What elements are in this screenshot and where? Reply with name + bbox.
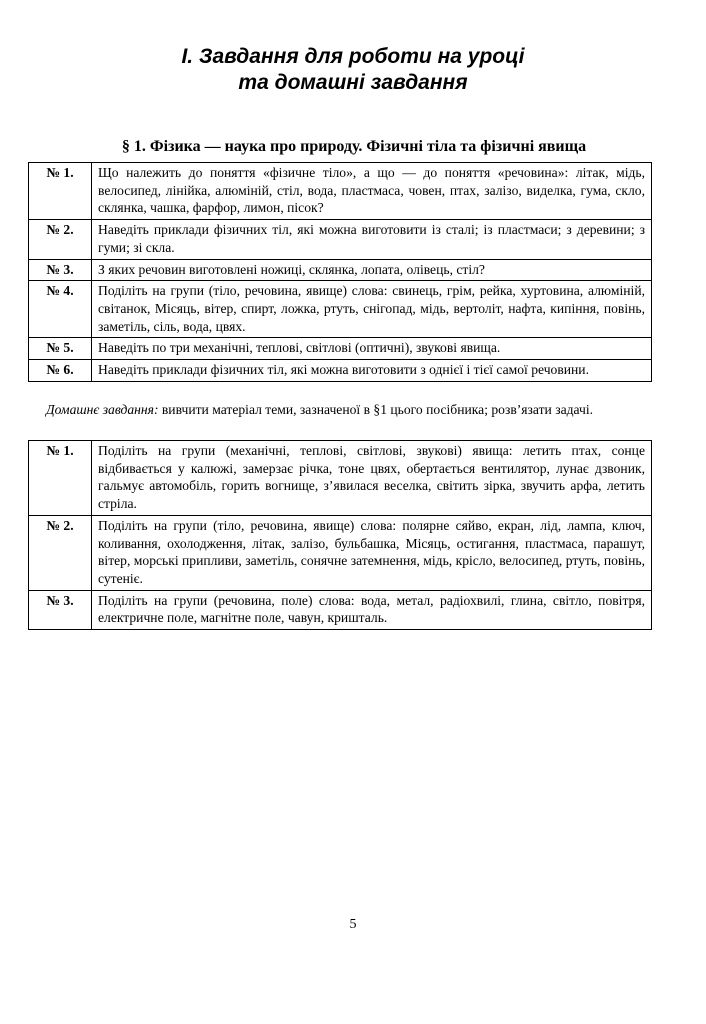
task-text: Поділіть на групи (тіло, речовина, явище) слова: свинець, грім, рейка, хуртовина, алюміній, світанок, Місяць, вітер, спирт, ложка, ртуть, снігопад, мідь, вертоліт, нафта, кипіння, повінь, заметіль, сіль, вода, цвях. xyxy=(92,281,652,338)
task-text: Що належить до поняття «фізичне тіло», а що — до поняття «речовина»: літак, мідь, велосипед, лінійка, алюміній, стіл, вода, пластмаса, човен, птах, залізо, виделка, гума, скло, склянка, чашка, фарфор, лимон, пісок? xyxy=(92,163,652,220)
lesson-tasks-table xyxy=(28,162,652,382)
homework-note xyxy=(46,401,644,419)
table-row xyxy=(29,338,652,360)
table-row xyxy=(29,360,652,382)
chapter-title-line-2: та домашні завдання xyxy=(238,71,468,94)
task-number: № 3. xyxy=(29,259,92,281)
homework-tasks-table xyxy=(28,440,652,630)
homework-text: вивчити матеріал теми, зазначеної в §1 цього посібника; розв’язати задачі. xyxy=(158,402,594,417)
task-number: № 4. xyxy=(29,281,92,338)
task-text: Поділіть на групи (механічні, теплові, світлові, звукові) явища: летить птах, сонце відбивається у калюжі, замерзає річка, тоне цвях, обертається вентилятор, лунає дзвоник, гальмує автомобіль, горить вогнище, з’явилася веселка, світить зірка, звучить арфа, летить стріла. xyxy=(92,441,652,516)
task-text: Наведіть приклади фізичних тіл, які можна виготовити із сталі; із пластмаси; з деревини; з гуми; зі скла. xyxy=(92,220,652,259)
task-number: № 5. xyxy=(29,338,92,360)
page-number: 5 xyxy=(349,917,357,932)
task-text: З яких речовин виготовлені ножиці, склянка, лопата, олівець, стіл? xyxy=(92,259,652,281)
task-text: Наведіть приклади фізичних тіл, які можна виготовити з однієї і тієї самої речовини. xyxy=(92,360,652,382)
homework-lead: Домашнє завдання: xyxy=(46,402,159,417)
task-number: № 2. xyxy=(29,515,92,590)
task-number: № 6. xyxy=(29,360,92,382)
task-text: Поділіть на групи (тіло, речовина, явище) слова: полярне сяйво, екран, лід, лампа, ключ, коливання, охолодження, літак, залізо, бульбашка, Місяць, остигання, пластмаса, парашут, вітер, морські припливи, заметіль, сонячне затемнення, мідь, крісло, велосипед, ртуть, повінь, сутеніє. xyxy=(92,515,652,590)
task-text: Наведіть по три механічні, теплові, світлові (оптичні), звукові явища. xyxy=(92,338,652,360)
table-row xyxy=(29,441,652,516)
table-row xyxy=(29,590,652,629)
task-number: № 1. xyxy=(29,163,92,220)
table-row xyxy=(29,259,652,281)
task-number: № 2. xyxy=(29,220,92,259)
task-number: № 1. xyxy=(29,441,92,516)
table-row xyxy=(29,163,652,220)
table-row xyxy=(29,220,652,259)
table-row xyxy=(29,515,652,590)
task-number: № 3. xyxy=(29,590,92,629)
section-title: § 1. Фізика — наука про природу. Фізичні тіла та фізичні явища xyxy=(121,138,587,155)
chapter-title xyxy=(0,44,706,96)
task-text: Поділіть на групи (речовина, поле) слова: вода, метал, радіохвилі, глина, світло, повітря, електричне поле, магнітне поле, чавун, кришталь. xyxy=(92,590,652,629)
chapter-title-line-1: І. Завдання для роботи на уроці xyxy=(181,45,525,68)
table-row xyxy=(29,281,652,338)
